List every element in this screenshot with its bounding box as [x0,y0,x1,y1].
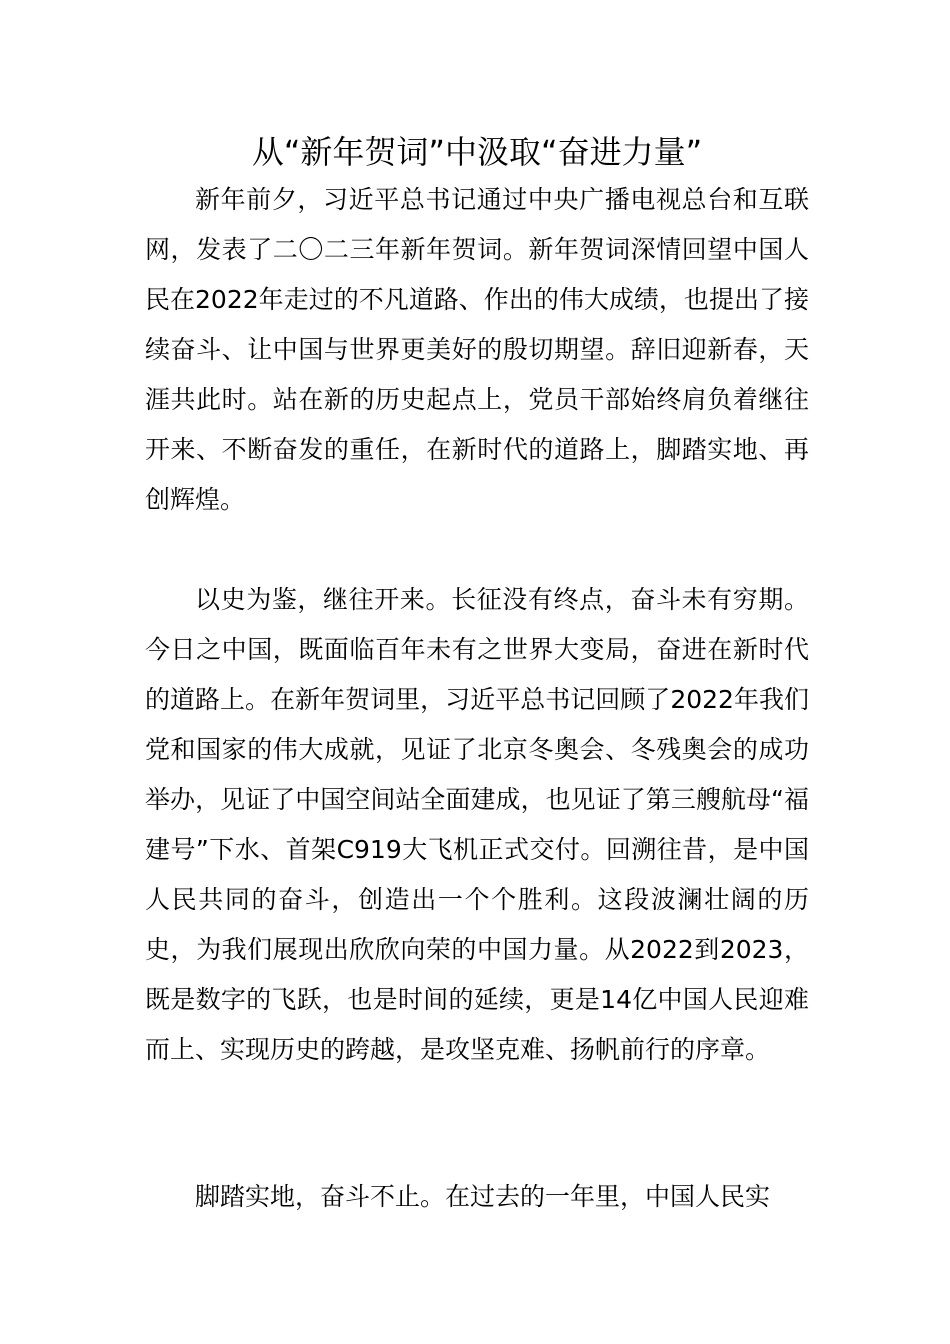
paragraph-3: 脚踏实地，奋斗不止。在过去的一年里，中国人民实 [195,1182,771,1211]
paragraph-1: 新年前夕，习近平总书记通过中央广播电视总台和互联网，发表了二〇二三年新年贺词。新年贺词深情回望中国人民在2022年走过的不凡道路、作出的伟大成绩，也提出了接续奋斗、让中国与世界更美好的殷切期望。辞旧迎新春，天涯共此时。站在新的历史起点上，党员干部始终肩负着继往开来、不断奋发的重任，在新时代的道路上，脚踏实地、再创辉煌。 [145,185,809,514]
paragraph-2: 以史为鉴，继往开来。长征没有终点，奋斗未有穷期。今日之中国，既面临百年未有之世界大变局，奋进在新时代的道路上。在新年贺词里，习近平总书记回顾了2022年我们党和国家的伟大成就，见证了北京冬奥会、冬残奥会的成功举办，见证了中国空间站全面建成，也见证了第三艘航母“福建号”下水、首架C919大飞机正式交付。回溯往昔，是中国人民共同的奋斗，创造出一个个胜利。这段波澜壮阔的历史，为我们展现出欣欣向荣的中国力量。从2022到2023，既是数字的飞跃，也是时间的延续，更是14亿中国人民迎难而上、实现历史的跨越，是攻坚克难、扬帆前行的序章。 [145,585,809,1064]
document-title: 从“新年贺词”中汲取“奋进力量” [251,133,703,171]
